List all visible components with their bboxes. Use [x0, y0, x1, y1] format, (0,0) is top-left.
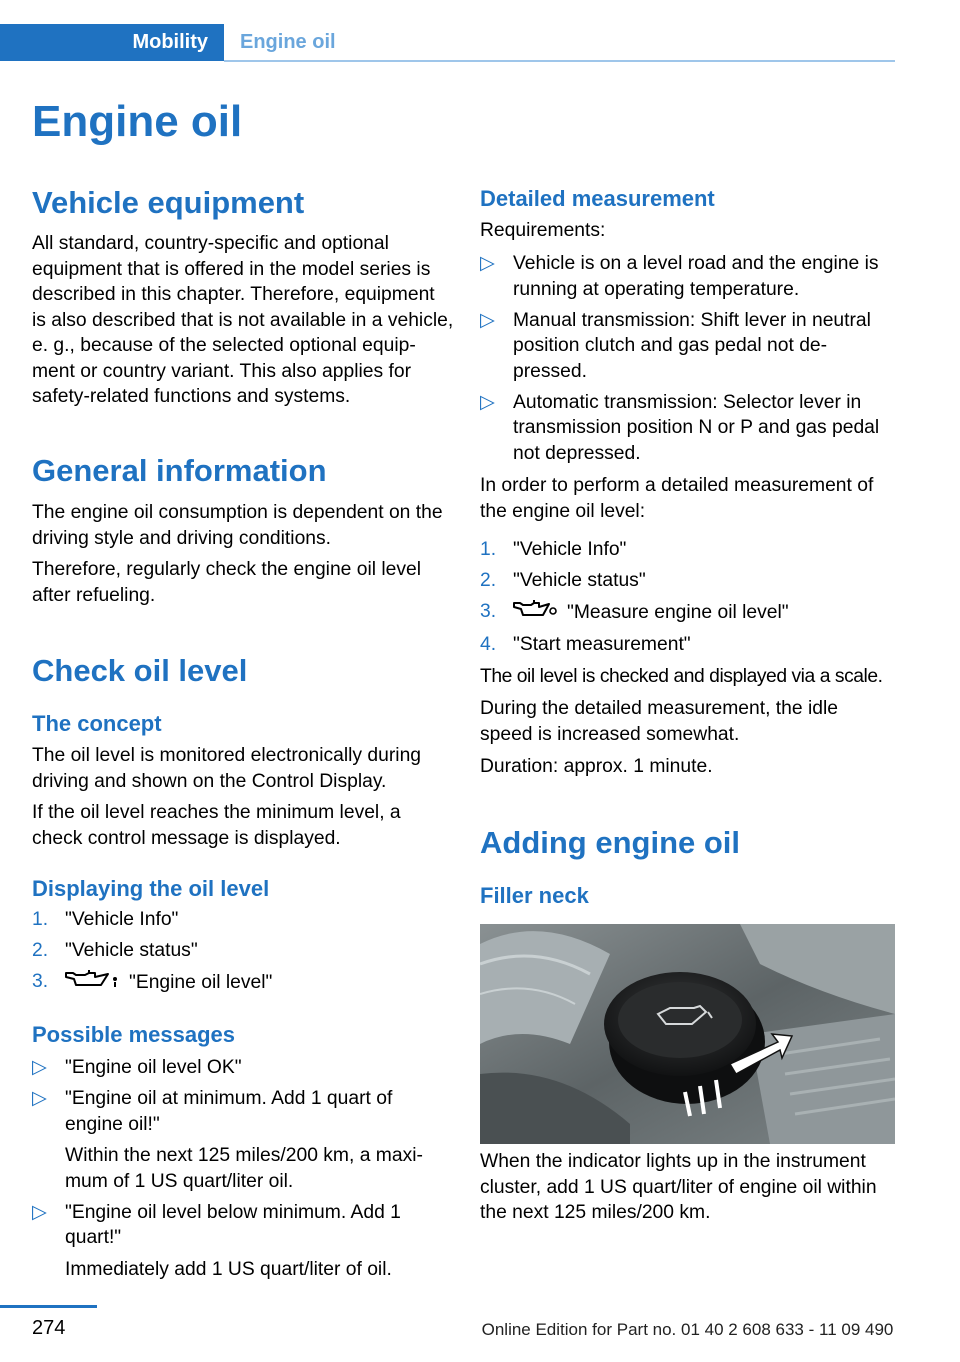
heading-check-oil-level: Check oil level [32, 653, 248, 688]
heading-vehicle-equipment: Vehicle equipment [32, 185, 305, 220]
list-item: ▷ Vehicle is on a level road and the engine is running at operating temperature. [480, 253, 879, 300]
list-item: 3. "Engine oil level" [32, 969, 450, 997]
edition-note: Online Edition for Part no. 01 40 2 608 633 - 11 09 490 [481, 1320, 894, 1339]
concept-paragraph-1: The oil level is monitored electronically during driving and shown on the Control Display. [32, 745, 422, 792]
list-item: 4. "Start measurement" [480, 634, 691, 655]
tab-underline [224, 60, 895, 62]
list-item: 2. "Vehicle status" [32, 940, 198, 961]
list-item: 3. "Measure engine oil level" [480, 599, 895, 627]
header-tabs [0, 24, 895, 62]
list-item: ▷ "Engine oil level OK" [32, 1057, 242, 1078]
footer-rule [0, 1305, 97, 1308]
heading-displaying-oil-level: Displaying the oil level [32, 876, 270, 901]
list-item: ▷ "Engine oil at minimum. Add 1 quart of engine oil!" Within the next 125 miles/200 km, a maxi‐ mum of 1 US quart/liter oil. [32, 1088, 423, 1192]
general-info-paragraph-2: Therefore, regularly check the engine oil level after refueling. [32, 559, 422, 606]
filler-caption: When the indicator lights up in the instrument cluster, add 1 US quart/liter of engine oil within the next 125 miles/200 km. [480, 1151, 877, 1223]
requirements-list [480, 251, 895, 472]
measurement-steps-list [480, 537, 895, 663]
displaying-steps-list [32, 907, 450, 1002]
general-info-paragraph-1: The engine oil consumption is dependent on the driving style and driving conditions. [32, 502, 443, 549]
concept-paragraph-2: If the oil level reaches the minimum level, a check control message is displayed. [32, 802, 401, 849]
tab-engine-oil[interactable]: Engine oil [240, 31, 336, 53]
requirements-label: Requirements: [480, 220, 606, 241]
possible-messages-list [32, 1055, 450, 1288]
list-item: 1. "Vehicle Info" [32, 909, 179, 930]
oil-can-icon [65, 969, 119, 997]
tab-mobility[interactable]: Mobility [0, 24, 224, 61]
heading-detailed-measurement: Detailed measurement [480, 186, 715, 211]
heading-filler-neck: Filler neck [480, 883, 589, 908]
page-title: Engine oil [32, 97, 243, 146]
detailed-intro: In order to perform a detailed measurement of the engine oil level: [480, 475, 874, 522]
page-number: 274 [32, 1317, 66, 1339]
vehicle-equipment-text: All standard, country-specific and optional equipment that is offered in the model series is described in this chapter. Therefore, equipment is also described that is not available in a vehicle, e. g., because of the selected optional equip‐ ment or country variant. This also applies for safety-related functions and systems. [32, 233, 454, 407]
heading-adding-engine-oil: Adding engine oil [480, 825, 741, 860]
filler-neck-photo [480, 924, 895, 1144]
list-item: 2. "Vehicle status" [480, 570, 646, 591]
result-text: The oil level is checked and displayed via a scale. [480, 666, 883, 687]
oil-can-measure-icon [513, 599, 557, 627]
heading-possible-messages: Possible messages [32, 1022, 236, 1047]
heading-the-concept: The concept [32, 711, 162, 736]
list-item: ▷ Automatic transmission: Selector lever in transmission position N or P and gas pedal not depressed. [480, 391, 880, 464]
duration-text: Duration: approx. 1 minute. [480, 756, 713, 777]
list-item: ▷ Manual transmission: Shift lever in neutral position clutch and gas pedal not de‐ pressed. [480, 309, 871, 382]
idle-text: During the detailed measurement, the idle speed is increased somewhat. [480, 698, 838, 745]
heading-general-information: General information [32, 453, 327, 488]
list-item: 1. "Vehicle Info" [480, 539, 627, 560]
list-item: ▷ "Engine oil level below minimum. Add 1 quart!" Immediately add 1 US quart/liter of oil. [32, 1201, 401, 1280]
